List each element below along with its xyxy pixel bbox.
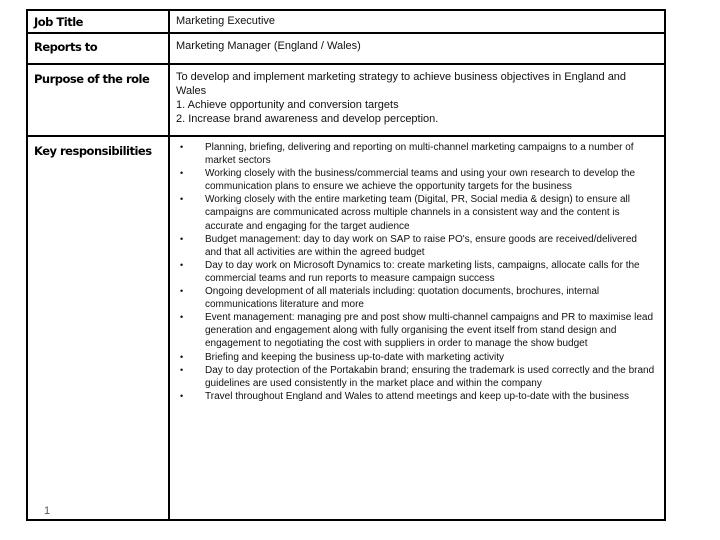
bullet-icon: • bbox=[180, 259, 184, 270]
list-item: • Working closely with the entire marketing team (Digital, PR, Social media & design) to ensure all campaigns are communicated across multiple channels in a consistent way and the content is accurate and engaging for the target audience bbox=[180, 194, 630, 232]
value-job-title: Marketing Executive bbox=[176, 15, 276, 27]
bullet-icon: • bbox=[180, 233, 184, 244]
bullet-icon: • bbox=[180, 286, 184, 297]
label-key-responsibilities: Key responsibilities bbox=[28, 137, 170, 519]
list-item: • Travel throughout England and Wales to attend meetings and keep up-to-date with the business bbox=[180, 390, 629, 402]
row-job-title bbox=[28, 11, 664, 34]
page-number: 1 bbox=[44, 505, 51, 517]
responsibilities-list-container bbox=[176, 137, 656, 403]
bullet-icon: • bbox=[180, 142, 184, 152]
row-reports-to bbox=[28, 34, 664, 65]
purpose-line: 1. Achieve opportunity and conversion targets bbox=[176, 99, 399, 111]
label-reports-to: Reports to bbox=[28, 34, 170, 63]
bullet-icon: • bbox=[180, 364, 184, 375]
list-item: • Day to day work on Microsoft Dynamics to: create marketing lists, campaigns, allocate calls for the commercial teams and run reports to measure campaign success bbox=[180, 259, 640, 284]
responsibilities-list bbox=[176, 141, 656, 403]
job-description-table bbox=[26, 9, 666, 521]
row-purpose bbox=[28, 65, 664, 137]
label-job-title: Job Title bbox=[28, 11, 170, 32]
list-item: • Working closely with the business/commercial teams and using your own research to develop the communication plans to ensure we achieve the opportunity targets for the business bbox=[180, 168, 636, 193]
list-item: • Briefing and keeping the business up-to-date with marketing activity bbox=[180, 351, 505, 363]
label-purpose: Purpose of the role bbox=[28, 65, 170, 135]
value-purpose bbox=[176, 65, 658, 126]
list-item: • Ongoing development of all materials including: quotation documents, brochures, internal communications literature and more bbox=[180, 286, 600, 311]
list-item: • Planning, briefing, delivering and reporting on multi-channel marketing campaigns to a number of market sectors bbox=[180, 142, 634, 167]
list-item: • Day to day protection of the Portakabin brand; ensuring the trademark is used correctly and the brand guidelines are used consistently in the market place and within the company bbox=[180, 364, 655, 389]
value-reports-to: Marketing Manager (England / Wales) bbox=[176, 40, 361, 52]
bullet-icon: • bbox=[180, 168, 184, 179]
purpose-line: To develop and implement marketing strategy to achieve business objectives in England and Wales bbox=[176, 71, 627, 97]
bullet-icon: • bbox=[180, 390, 184, 401]
bullet-icon: • bbox=[180, 351, 184, 362]
bullet-icon: • bbox=[180, 312, 184, 323]
bullet-icon: • bbox=[180, 194, 184, 205]
list-item: • Event management: managing pre and post show multi-channel campaigns and PR to maximise lead generation and engagement along with fully organising the event itself from stand design and engagement to negotiating the cost with suppliers in order to manage the show budget bbox=[180, 312, 654, 350]
purpose-line: 2. Increase brand awareness and develop perception. bbox=[176, 113, 439, 125]
list-item: • Budget management: day to day work on SAP to raise PO's, ensure goods are received/delivered and that all activities are within the agreed budget bbox=[180, 233, 637, 258]
row-key-responsibilities bbox=[28, 137, 664, 519]
